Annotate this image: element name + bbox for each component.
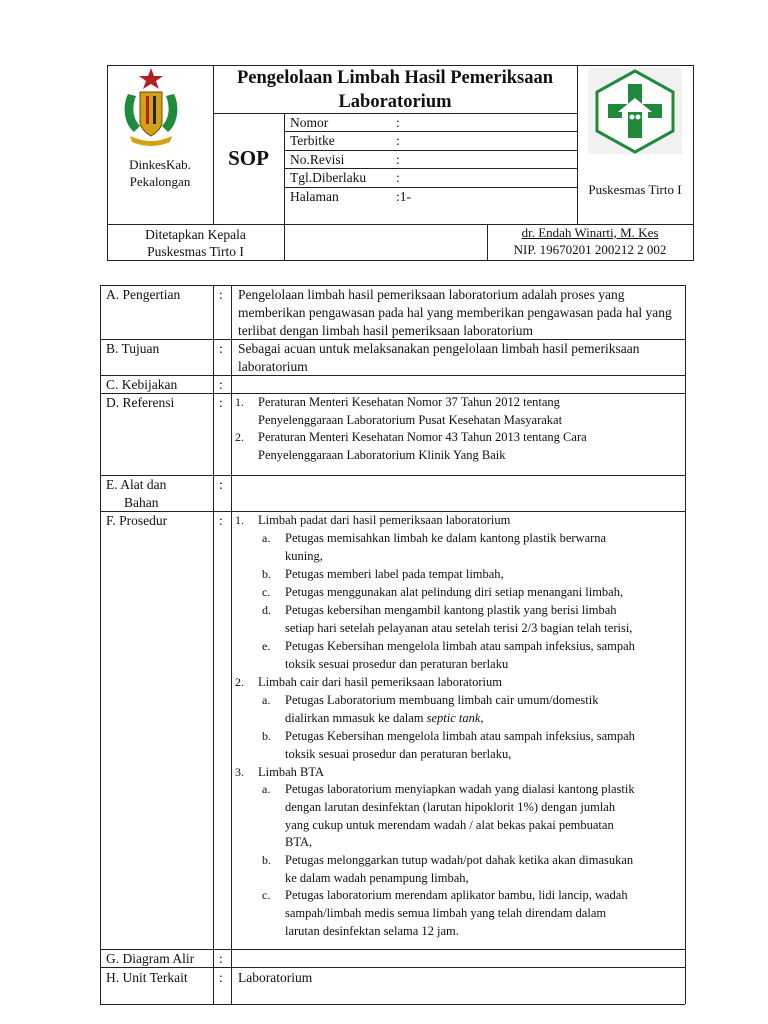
prosedur-1-title: Limbah padat dari hasil pemeriksaan laboratorium <box>258 513 511 527</box>
prosedur-3b-line1: Petugas melonggarkan tutup wadah/pot dahak ketika akan dimasukan <box>285 853 634 867</box>
prosedur-3-number: 3. <box>235 765 244 779</box>
field-label-tglberlaku: Tgl.Diberlaku <box>290 170 367 185</box>
prosedur-3a-line2: dengan larutan desinfektan (larutan hipoklorit 1%) dengan jumlah <box>285 800 616 814</box>
prosedur-2b-letter: b. <box>262 729 271 743</box>
label-unit-terkait: H. Unit Terkait <box>106 970 188 985</box>
prosedur-2a-letter: a. <box>262 693 271 707</box>
prosedur-3c-letter: c. <box>262 888 271 902</box>
label-prosedur: F. Prosedur <box>106 513 168 528</box>
org-name-line1: DinkesKab. <box>129 157 191 172</box>
document-title <box>213 66 577 114</box>
field-value-nomor: : <box>396 115 400 130</box>
field-label-norevisi: No.Revisi <box>290 152 345 167</box>
prosedur-1-number: 1. <box>235 513 244 527</box>
colon-b: : <box>219 341 223 356</box>
prosedur-3a-line3: yang cukup untuk merendam wadah / alat bekas pakai pembuatan <box>285 818 614 832</box>
prosedur-3c-line2: sampah/limbah medis semua limbah yang telah direndam dalam <box>285 906 607 920</box>
text-tujuan: Sebagai acuan untuk melaksanakan pengelolaan limbah hasil pemeriksaan laboratorium <box>238 341 640 374</box>
prosedur-3b-letter: b. <box>262 853 271 867</box>
prosedur-1d-line1: Petugas kebersihan mengambil kantong plastik yang berisi limbah <box>285 603 617 617</box>
colon-a: : <box>219 287 223 302</box>
prosedur-1a-line2: kuning, <box>285 549 323 563</box>
prosedur-3c-line3: larutan desinfektan selama 12 jam. <box>285 924 459 938</box>
label-tujuan: B. Tujuan <box>106 341 160 356</box>
label-pengertian: A. Pengertian <box>106 287 181 302</box>
field-value-terbitke: : <box>396 133 400 148</box>
prosedur-1d-letter: d. <box>262 603 271 617</box>
prosedur-3a-line1: Petugas laboratorium menyiapkan wadah yang dialasi kantong plastik <box>285 782 635 796</box>
prosedur-2b-line1: Petugas Kebersihan mengelola limbah atau sampah infeksius, sampah <box>285 729 635 743</box>
colon-f: : <box>219 513 223 528</box>
prosedur-2-title: Limbah cair dari hasil pemeriksaan laboratorium <box>258 675 503 689</box>
colon-c: : <box>219 377 223 392</box>
referensi-2-line2: Penyelenggaraan Laboratorium Klinik Yang Baik <box>258 448 506 462</box>
referensi-1-number: 1. <box>235 395 244 409</box>
puskesmas-logo-icon <box>588 68 682 154</box>
label-alat-bahan-line2: Bahan <box>124 495 159 510</box>
colon-e: : <box>219 477 223 492</box>
ditetapkan-line1: Ditetapkan Kepala <box>145 227 246 242</box>
referensi-1-line1: Peraturan Menteri Kesehatan Nomor 37 Tahun 2012 tentang <box>258 395 560 409</box>
prosedur-1a-line1: Petugas memisahkan limbah ke dalam kantong plastik berwarna <box>285 531 607 545</box>
emblem-icon <box>120 66 182 150</box>
prosedur-1e-line2: toksik sesuai prosedur dan peraturan berlaku <box>285 657 509 671</box>
prosedur-3a-line4: BTA, <box>285 835 313 849</box>
ditetapkan-line2: Puskesmas Tirto I <box>147 244 244 259</box>
title-line1: Pengelolaan Limbah Hasil Pemeriksaan <box>236 68 554 88</box>
label-alat-bahan-line1: E. Alat dan <box>106 477 167 492</box>
text-unit-terkait: Laboratorium <box>238 970 313 985</box>
colon-g: : <box>219 951 223 966</box>
prosedur-1b-letter: b. <box>262 567 271 581</box>
referensi-2-number: 2. <box>235 430 244 444</box>
prosedur-1a-letter: a. <box>262 531 271 545</box>
prosedur-3b-line2: ke dalam wadah penampung limbah, <box>285 871 469 885</box>
prosedur-2-number: 2. <box>235 675 244 689</box>
sop-label: SOP <box>228 146 269 170</box>
puskesmas-name: Puskesmas Tirto I <box>588 182 682 197</box>
prosedur-3-title: Limbah BTA <box>258 765 325 779</box>
label-kebijakan: C. Kebijakan <box>106 377 178 392</box>
prosedur-1c-letter: c. <box>262 585 271 599</box>
title-line2: Laboratorium <box>338 92 452 112</box>
signer-name: dr. Endah Winarti, M. Kes <box>521 225 659 240</box>
prosedur-3a-letter: a. <box>262 782 271 796</box>
field-label-terbitke: Terbitke <box>290 133 335 148</box>
label-referensi: D. Referensi <box>106 395 175 410</box>
prosedur-2a-line1: Petugas Laboratorium membuang limbah cair umum/domestik <box>285 693 599 707</box>
referensi-2-line1: Peraturan Menteri Kesehatan Nomor 43 Tahun 2013 tentang Cara <box>258 430 587 444</box>
prosedur-2b-line2: toksik sesuai prosedur dan peraturan berlaku, <box>285 747 512 761</box>
prosedur-1b-line1: Petugas memberi label pada tempat limbah, <box>285 567 504 581</box>
field-value-halaman: :1- <box>396 189 411 204</box>
text-pengertian: Pengelolaan limbah hasil pemeriksaan laboratorium adalah proses yang memberikan pengawasan pada hal yang memberikan pengawasan pada hal yang terlibat dengan limbah hasil pemeriksaan laboratorium <box>238 287 672 338</box>
field-value-norevisi: : <box>396 152 400 167</box>
referensi-1-line2: Penyelenggaraan Laboratorium Pusat Kesehatan Masyarakat <box>258 413 563 427</box>
field-label-nomor: Nomor <box>290 115 329 130</box>
prosedur-1e-letter: e. <box>262 639 271 653</box>
field-value-tglberlaku: : <box>396 170 400 185</box>
colon-d: : <box>219 395 223 410</box>
prosedur-1d-line2: setiap hari setelah pelayanan atau setelah terisi 2/3 bagian telah terisi, <box>285 621 633 635</box>
prosedur-2a-line2: dialirkan mmasuk ke dalam septic tank, <box>285 711 484 725</box>
prosedur-1e-line1: Petugas Kebersihan mengelola limbah atau sampah infeksius, sampah <box>285 639 635 653</box>
label-diagram-alir: G. Diagram Alir <box>106 951 195 966</box>
colon-h: : <box>219 970 223 985</box>
signer-nip: NIP. 19670201 200212 2 002 <box>513 242 667 257</box>
org-name-line2: Pekalongan <box>129 174 191 189</box>
prosedur-3c-line1: Petugas laboratorium merendam aplikator bambu, lidi lancip, wadah <box>285 888 628 902</box>
field-label-halaman: Halaman <box>290 189 339 204</box>
prosedur-1c-line1: Petugas menggunakan alat pelindung diri setiap menangani limbah, <box>285 585 624 599</box>
